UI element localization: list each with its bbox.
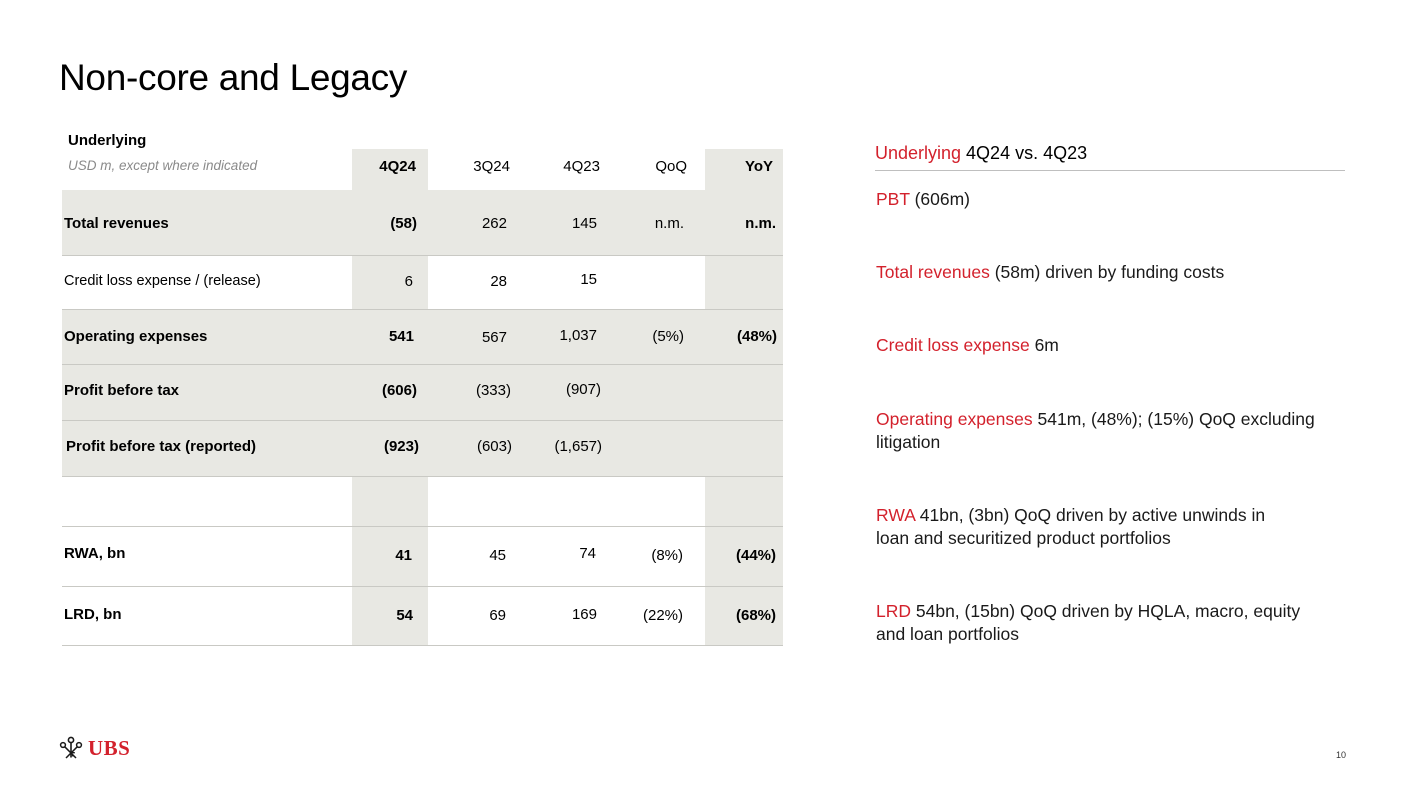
cell-lrd-4q24: 54: [396, 607, 413, 624]
row-label-credit-loss: Credit loss expense / (release): [64, 273, 261, 289]
cell-total-revenues-4q24: (58): [390, 215, 417, 232]
row-label-rwa: RWA, bn: [64, 545, 126, 562]
cell-lrd-qoq: (22%): [642, 607, 683, 624]
page-title: Non-core and Legacy: [59, 57, 408, 98]
panel-item-keyword: PBT: [876, 189, 910, 209]
panel-item-keyword: LRD: [876, 601, 912, 621]
row-divider: [62, 526, 783, 527]
col-header-4q24: 4Q24: [379, 158, 416, 175]
col-header-4q23: 4Q23: [563, 158, 600, 175]
cell-lrd-3q24: 69: [489, 607, 506, 624]
row-label-lrd: LRD, bn: [64, 606, 122, 623]
panel-item-keyword: Total revenues: [876, 262, 990, 282]
panel-item-text: 54bn, (15bn) QoQ driven by HQLA, macro, equity and loan portfolios: [876, 601, 1301, 644]
table-unit-note: USD m, except where indicated: [68, 158, 258, 173]
cell-rwa-yoy: (44%): [735, 547, 776, 564]
row-divider: [62, 364, 783, 365]
cell-pbt-3q24: (333): [475, 382, 511, 399]
panel-item-pbt: [876, 188, 1336, 211]
cell-credit-loss-4q23: 15: [580, 271, 597, 288]
cell-opex-yoy: (48%): [736, 328, 777, 345]
panel-item-credit-loss: [876, 334, 1336, 357]
cell-lrd-yoy: (68%): [735, 607, 776, 624]
panel-item-text: 541m, (48%); (15%) QoQ excluding litigation: [876, 409, 1315, 452]
cell-rwa-4q23: 74: [579, 545, 596, 562]
panel-item-keyword: RWA: [876, 505, 915, 525]
panel-item-lrd: [876, 600, 1326, 646]
col-header-yoy: YoY: [744, 158, 773, 175]
panel-item-keyword: Credit loss expense: [876, 335, 1030, 355]
panel-item-rwa: [876, 504, 1296, 550]
row-label-total-revenues: Total revenues: [64, 215, 169, 232]
page-number: 10: [1336, 750, 1347, 760]
row-divider: [62, 586, 783, 587]
row-divider: [62, 309, 783, 310]
row-divider: [62, 476, 783, 477]
panel-heading-highlight: Underlying: [875, 143, 962, 163]
panel-item-text: 41bn, (3bn) QoQ driven by active unwinds in loan and securitized product portfolios: [876, 505, 1266, 548]
ubs-logo: [58, 735, 130, 761]
row-label-profit-before-tax: Profit before tax: [64, 382, 180, 399]
panel-item-keyword: Operating expenses: [876, 409, 1033, 429]
panel-divider: [875, 170, 1345, 171]
panel-heading-text: 4Q24 vs. 4Q23: [961, 143, 1088, 163]
panel-item-text: (58m) driven by funding costs: [989, 262, 1225, 282]
cell-pbt-reported-4q23: (1,657): [554, 438, 602, 455]
cell-credit-loss-4q24: 6: [404, 273, 413, 290]
cell-credit-loss-3q24: 28: [490, 273, 507, 290]
cell-opex-4q24: 541: [388, 328, 414, 345]
cell-total-revenues-qoq: n.m.: [654, 215, 684, 232]
three-keys-icon: [58, 735, 84, 761]
cell-rwa-qoq: (8%): [651, 547, 683, 564]
row-divider: [62, 645, 783, 646]
cell-lrd-4q23: 169: [571, 606, 597, 623]
panel-heading: [875, 143, 1087, 164]
ubs-wordmark: UBS: [88, 735, 131, 760]
row-divider: [62, 420, 783, 421]
table-section-label: Underlying: [68, 132, 147, 149]
col-header-3q24: 3Q24: [473, 158, 510, 175]
cell-rwa-4q24: 41: [395, 547, 412, 564]
row-divider: [62, 255, 783, 256]
panel-item-text: 6m: [1029, 335, 1059, 355]
panel-item-operating-expenses: [876, 408, 1346, 454]
cell-opex-3q24: 567: [481, 329, 507, 346]
cell-total-revenues-3q24: 262: [481, 215, 507, 232]
cell-opex-qoq: (5%): [652, 328, 684, 345]
col-header-qoq: QoQ: [655, 158, 687, 175]
cell-pbt-reported-3q24: (603): [476, 438, 512, 455]
cell-total-revenues-yoy: n.m.: [745, 215, 776, 232]
cell-pbt-reported-4q24: (923): [383, 438, 419, 455]
row-label-operating-expenses: Operating expenses: [64, 328, 208, 345]
cell-opex-4q23: 1,037: [559, 327, 597, 344]
cell-total-revenues-4q23: 145: [571, 215, 597, 232]
panel-item-text: (606m): [909, 189, 971, 209]
cell-pbt-4q23: (907): [565, 381, 601, 398]
panel-item-total-revenues: [876, 261, 1336, 284]
cell-pbt-4q24: (606): [381, 382, 417, 399]
row-label-pbt-reported: Profit before tax (reported): [66, 438, 257, 455]
cell-rwa-3q24: 45: [489, 547, 506, 564]
